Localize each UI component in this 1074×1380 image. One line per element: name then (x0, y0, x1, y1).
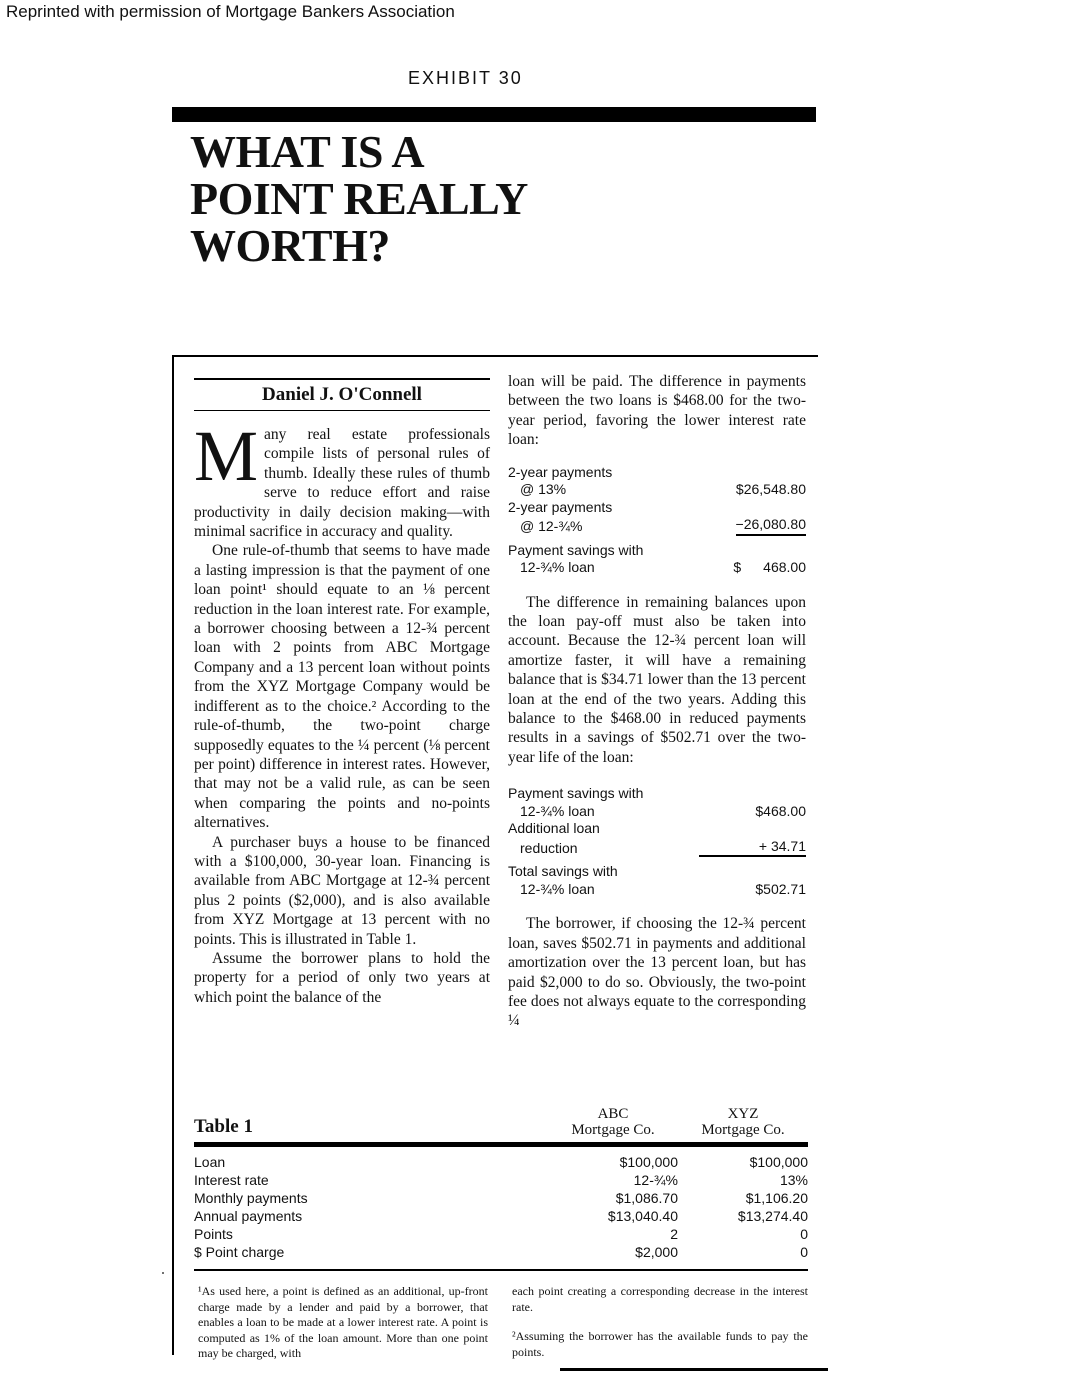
author-byline: Daniel J. O'Connell (262, 384, 422, 405)
col-xyz-line1: XYZ (727, 1106, 759, 1122)
row-label: Annual payments (194, 1208, 303, 1224)
calc-payment-savings (508, 464, 806, 577)
footnote-2: ²Assuming the borrower has the available funds to pay the points. (512, 1329, 808, 1359)
calc-row: Payment savings with (508, 541, 644, 558)
cell-xyz: $1,106.20 (745, 1190, 808, 1206)
reprint-notice: Reprinted with permission of Mortgage Bankers Association (6, 2, 455, 21)
article-column-left (194, 372, 490, 1007)
calc-row (508, 559, 806, 577)
cell-xyz: 0 (800, 1226, 808, 1242)
paragraph-intro (194, 416, 490, 541)
calc-label: 12-¾% loan (520, 880, 595, 897)
calc-value: $468.00 (755, 802, 806, 819)
page-bottom-rule (560, 1368, 828, 1371)
header-banner-bar (172, 107, 816, 122)
drop-cap: M (194, 416, 259, 496)
calc-value: $502.71 (755, 880, 806, 897)
headline-line-2: POINT REALLY (190, 173, 528, 224)
row-label: Points (194, 1226, 233, 1242)
calc-row (508, 516, 806, 536)
scan-speck (162, 1272, 164, 1274)
col-xyz-line2: Mortgage Co. (701, 1122, 785, 1138)
table-row (194, 1225, 808, 1243)
cell-abc: 2 (670, 1226, 678, 1242)
article-headline (190, 128, 620, 269)
row-label: Monthly payments (194, 1190, 308, 1206)
author-rule-bottom (194, 410, 490, 411)
paragraph-assume: Assume the borrower plans to hold the property for a period of only two years at which point the balance of the (194, 949, 490, 1006)
calc-value: + 34.71 (699, 838, 806, 858)
calc-label: @ 13% (520, 481, 567, 498)
row-label: Interest rate (194, 1172, 269, 1188)
cell-xyz: 0 (800, 1244, 808, 1260)
calc-label: @ 12-¾% (520, 518, 583, 535)
headline-line-1: WHAT IS A (190, 126, 425, 177)
calc-row (508, 803, 806, 821)
footnote-1-continued: each point creating a corresponding decrease in the interest rate. (512, 1284, 808, 1314)
calc-value: $26,548.80 (735, 481, 806, 498)
table-row (194, 1207, 808, 1225)
row-label: Loan (194, 1154, 226, 1170)
cell-abc: $100,000 (619, 1154, 678, 1170)
cell-xyz: 13% (779, 1172, 808, 1188)
article-frame-left-rule (172, 355, 174, 1355)
calc-label: reduction (520, 839, 578, 856)
table-title: Table 1 (194, 1116, 253, 1137)
paragraph-conclusion: The borrower, if choosing the 12-¾ percent loan, saves $502.71 in payments and additional amortization over the 13 percent loan, but has paid $2,000 to do so. Obviously, the two-point fee does not always equate to the corresponding ¼ (508, 915, 806, 1030)
article-column-right (508, 372, 806, 1031)
footnotes-right (512, 1284, 808, 1374)
calc-total-savings (508, 785, 806, 898)
paragraph-payment-difference: loan will be paid. The difference in payments between the two loans is $468.00 for the two-year period, favoring the lower interest rate loan: (508, 373, 806, 449)
calc-row: 2-year payments (508, 463, 613, 480)
table-bottom-rule (194, 1269, 808, 1271)
table-row (194, 1171, 808, 1189)
calc-value (733, 559, 806, 577)
article-frame-top-rule (172, 355, 818, 357)
calc-label: 12-¾% loan (520, 559, 595, 576)
calc-amount: 468.00 (763, 559, 806, 576)
headline-line-3: WORTH? (190, 220, 390, 271)
table-col-xyz (678, 1106, 808, 1138)
calc-row (508, 881, 806, 899)
calc-row: Total savings with (508, 863, 618, 880)
col-abc-line1: ABC (597, 1106, 629, 1122)
paragraph-remaining-balances: The difference in remaining balances upon the loan pay-off must also be taken into account. Because the 12-¾ percent loan will amortize faster, it will have a remaining balance that is $34.71 lower than the 13 percent loan at the end of the two years. Adding this balance to the $468.00 in reduced payments results in a savings of $502.71 over the two-year life of the loan: (508, 593, 806, 766)
table-row (194, 1189, 808, 1207)
cell-abc: $13,040.40 (607, 1208, 678, 1224)
cell-abc: $2,000 (635, 1244, 678, 1260)
table-header (194, 1100, 808, 1138)
calc-row: 2-year payments (508, 498, 613, 515)
row-label: $ Point charge (194, 1244, 285, 1260)
paragraph-rule-of-thumb: One rule-of-thumb that seems to have made a lasting impression is that the payment of one loan point¹ should equate to an ⅛ percent reduction in the loan interest rate. For example, a borrower choosing between a 12-¾ percent loan with 2 points from ABC Mortgage Company and a 13 percent loan without points from the XYZ Mortgage Company would be indifferent as to the choice.² According to the rule-of-thumb, the two-point charge supposedly equates to the ¼ percent (⅛ percent per point) difference in interest rates. However, that may not be a valid rule, as can be seen when comparing the points and no-points alternatives. (194, 542, 490, 832)
col-abc-line2: Mortgage Co. (571, 1122, 655, 1138)
calc-value: −26,080.80 (736, 516, 806, 536)
footnote-1-left: ¹As used here, a point is defined as an additional, up-front charge made by a lender and paid by a borrower, that enables a loan to be made at a lower interest rate. A point is computed as 1% of the loan amount. More than one point may be charged, with (198, 1284, 488, 1360)
table-col-abc (548, 1106, 678, 1138)
cell-xyz: $100,000 (749, 1154, 808, 1170)
calc-row: Additional loan (508, 820, 600, 837)
cell-abc: 12-¾% (633, 1172, 678, 1188)
calc-row: Payment savings with (508, 785, 644, 802)
calc-row (508, 481, 806, 499)
cell-xyz: $13,274.40 (737, 1208, 808, 1224)
calc-currency: $ (733, 559, 742, 576)
paragraph-intro-text: any real estate professionals compile lists of personal rules of thumb. Ideally these rules of thumb serve to reduce effort and raise productivity in daily decision making—with minimal sacrifice in accuracy and quality. (194, 426, 490, 541)
calc-label: 12-¾% loan (520, 802, 595, 819)
cell-abc: $1,086.70 (615, 1190, 678, 1206)
exhibit-label: EXHIBIT 30 (408, 68, 523, 88)
table-1 (194, 1100, 808, 1271)
table-row (194, 1153, 808, 1171)
table-heavy-rule (194, 1142, 808, 1147)
author-rule-top (194, 378, 490, 380)
paragraph-purchaser: A purchaser buys a house to be financed with a $100,000, 30-year loan. Financing is available from ABC Mortgage at 12-¾ percent plus 2 points ($2,000), and is also available from XYZ Mortgage at 13 percent with no points. This is illustrated in Table 1. (194, 833, 490, 948)
table-row (194, 1243, 808, 1261)
calc-row (508, 838, 806, 858)
